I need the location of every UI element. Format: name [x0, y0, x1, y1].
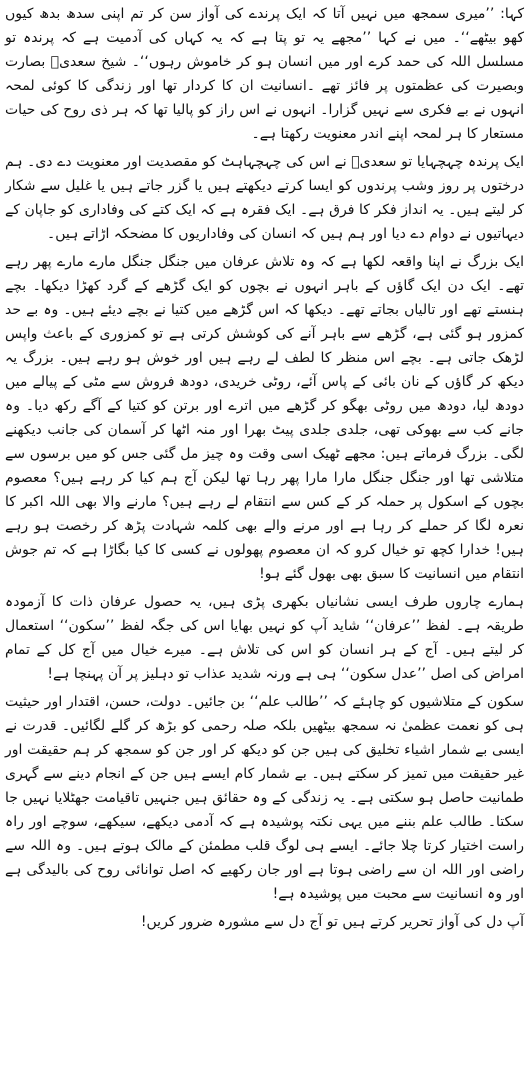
paragraph: ہمارے چاروں طرف ایسی نشانیاں بکھری پڑی ہیں، یہ حصول عرفان ذات کا آزمودہ طریقہ ہے۔ لفظ ’’عرفان‘‘ شاید آپ کو نہیں بھایا اس کی جگہ لفظ ’’سکون‘‘ استعمال کر لیتے ہیں۔ آج کے ہر انسان کو اس کی تلاش ہے۔ میرے خیال میں آج کل کے تمام امراض کی اصل ’’عدل سکون‘‘ ہی ہے ورنہ شدید عذاب تو دہلیز پر آن پہنچا ہے! [5, 594, 524, 682]
closing-line: آپ دل کی آواز تحریر کرتے ہیں تو آج دل سے مشورہ ضرور کریں! [140, 914, 524, 930]
paragraph: کہا: ’’میری سمجھ میں نہیں آتا کہ ایک پرندے کی آواز سن کر تم اپنی سدھ بدھ کیوں کھو بیٹھے‘‘۔ میں نے کہا ’’مجھے یہ تو پتا ہے کہ یہ کہاں کی آدمیت ہے کہ پرندہ تو مسلسل اللہ کی حمد کرے اور میں انسان ہو کر خاموش رہوں‘‘۔ شیخ سعدیؒ بصارت وبصیرت کی عظمتوں پر فائز تھے ۔انسانیت ان کا کردار تھا اور زندگی کا کوئی لمحہ انہوں نے بے فکری سے نہیں گزارا۔ انہوں نے اس راز کو پالیا تھا کہ ہر ذی روح کی حیات مستعار کا ہر لمحہ اپنے اندر معنویت رکھتا ہے۔ [5, 6, 524, 142]
paragraph: ایک بزرگ نے اپنا واقعہ لکھا ہے کہ وہ تلاش عرفان میں جنگل جنگل مارے مارے پھر رہے تھے۔ ایک دن ایک گاؤں کے باہر انہوں نے بچوں کو ایک گڑھے کے گرد کھڑا دیکھا۔ بچے ہنستے تھے اور تالیاں بجاتے تھے۔ دیکھا کہ اس گڑھے میں کتیا نے بچے دیئے ہیں۔ وہ بے حد کمزور ہو گئی ہے، گڑھے سے باہر آنے کی کوشش کرتی ہے تو کمزوری کے باعث واپس لڑھک جاتی ہے۔ بچے اس منظر کا لطف لے رہے ہیں اور خوش ہو رہے ہیں۔ بزرگ یہ دیکھ کر گاؤں کے نان بائی کے پاس آئے، روٹی خریدی، دودھ فروش سے مٹی کے پیالے میں دودھ لیا، دودھ میں روٹی بھگو کر گڑھے میں اترے اور برتن کو کتیا کے آگے رکھ دیا۔ وہ جانے کب سے بھوکی تھی، جلدی جلدی پیٹ بھرا اور منہ اٹھا کر آسمان کی جانب دیکھنے لگی۔ بزرگ فرماتے ہیں: مجھے ٹھیک اسی وقت وہ چیز مل گئی جس کو میں برسوں سے متلاشی تھا اور جنگل جنگل مارا مارا پھر رہا تھا لیکن آج ہم کیا کر رہے ہیں؟ معصوم بچوں کے اسکول پر حملہ کر کے کس سے انتقام لے رہے ہیں؟ مارنے والا بھی اللہ اکبر کا نعرہ لگا کر حملے کر رہا ہے اور مرنے والے بھی کلمہ شہادت پڑھ کر رخصت ہو رہے ہیں! خدارا کچھ تو خیال کرو کہ ان معصوم پھولوں نے کسی کا کیا بگاڑا ہے کہ تم جوش انتقام میں انسانیت کا سبق بھی بھول گئے ہو! [5, 254, 524, 582]
paragraph: ایک پرندہ چہچہایا تو سعدیؒ نے اس کی چہچہاہٹ کو مقصدیت اور معنویت دے دی۔ ہم درختوں پر روز وشب پرندوں کو ایسا کرتے دیکھتے ہیں یا گزر جاتے ہیں یا غلیل سے شکار کر لیتے ہیں۔ یہ انداز فکر کا فرق ہے۔ ایک فقرہ ہے کہ ایک کتے کی وفاداری کو جاپان کے دیہاتیوں نے دوام دے دیا اور ہم ہیں کہ انسان کی وفاداریوں کا مضحکہ اڑاتے ہیں۔ [5, 154, 524, 242]
paragraph: سکون کے متلاشیوں کو چاہئے کہ ’’طالب علم‘‘ بن جائیں۔ دولت، حسن، اقتدار اور حیثیت ہی کو نعمت عظمیٰ نہ سمجھ بیٹھیں بلکہ صلہ رحمی کو بڑھ کر گلے لگائیں۔ قدرت نے ایسی بے شمار اشیاء تخلیق کی ہیں جن کو دیکھ کر اور جن کو سمجھ کر ہم حقیقت اور غیر حقیقت میں تمیز کر سکتے ہیں۔ بے شمار کام ایسے ہیں جن کے انجام دینے سے گہری طمانیت حاصل ہو سکتی ہے۔ یہ زندگی کے وہ حقائق ہیں جنہیں تاقیامت جھٹلایا نہیں جا سکتا۔ طالب علم بننے میں یہی نکتہ پوشیدہ ہے کہ آدمی دیکھے، سیکھے، سوچے اور راہ راست اختیار کرتا چلا جائے۔ ایسے ہی لوگ قلب مطمئن کے مالک ہوتے ہیں۔ وہ اللہ سے راضی اور اللہ ان سے راضی ہوتا ہے اور جان رکھیے کہ اصل توانائی روح کی بالیدگی ہے اور وہ انسانیت سے محبت میں پوشیدہ ہے! [5, 694, 524, 902]
